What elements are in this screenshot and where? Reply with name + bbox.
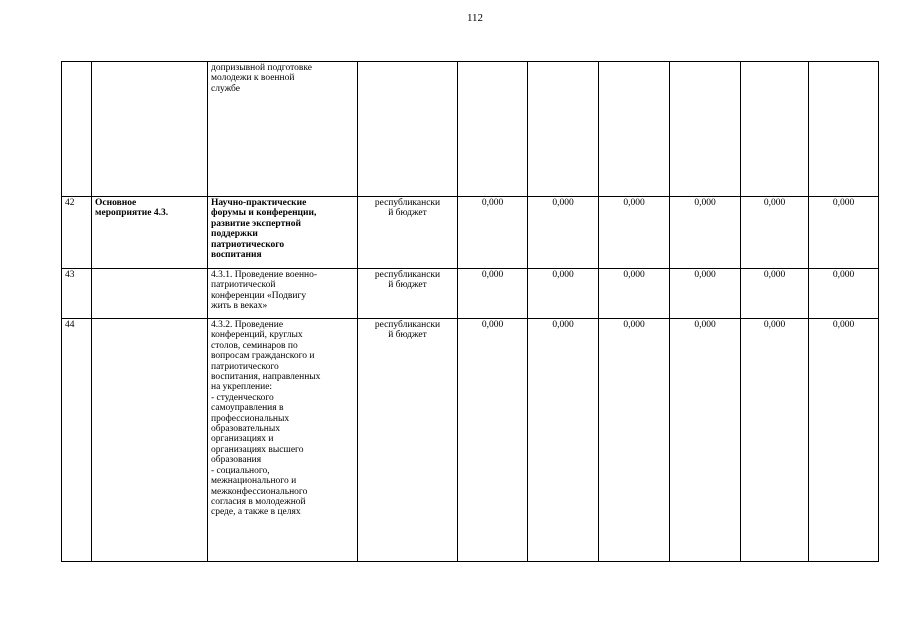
- funding-source: республикански й бюджет: [358, 319, 458, 562]
- event-name: [92, 62, 208, 197]
- event-description: Научно-практические форумы и конференции, развитие экспертной поддержки патриотического воспитания: [208, 197, 358, 269]
- value-cell: [670, 62, 741, 197]
- event-name: [92, 269, 208, 319]
- page-number: 112: [466, 12, 484, 24]
- value-cell: 0,000: [599, 269, 670, 319]
- table-row: [62, 269, 879, 319]
- row-number: [62, 62, 92, 197]
- value-cell: 0,000: [528, 319, 599, 562]
- value-cell: 0,000: [458, 319, 528, 562]
- row-number: 42: [62, 197, 92, 269]
- table-row: [62, 319, 879, 562]
- value-cell: 0,000: [528, 269, 599, 319]
- funding-source: республикански й бюджет: [358, 269, 458, 319]
- value-cell: 0,000: [670, 319, 741, 562]
- value-cell: 0,000: [599, 319, 670, 562]
- event-description: допризывной подготовке молодежи к военной службе: [208, 62, 358, 197]
- event-description: 4.3.1. Проведение военно- патриотической конференции «Подвигу жить в веках»: [208, 269, 358, 319]
- value-cell: 0,000: [528, 197, 599, 269]
- funding-source: республикански й бюджет: [358, 197, 458, 269]
- value-cell: [741, 62, 809, 197]
- value-cell: [458, 62, 528, 197]
- event-description: 4.3.2. Проведение конференций, круглых столов, семинаров по вопросам гражданского и патриотического воспитания, направленных на укрепление: - студенческого самоуправления в профессиональных образовательных организациях и организациях высшего образования - социального, межнационального и межконфессионального согласия в молодежной среде, а также в целях: [208, 319, 358, 562]
- row-number: 43: [62, 269, 92, 319]
- value-cell: [809, 62, 879, 197]
- funding-source: [358, 62, 458, 197]
- value-cell: 0,000: [670, 269, 741, 319]
- value-cell: [528, 62, 599, 197]
- value-cell: 0,000: [741, 269, 809, 319]
- value-cell: 0,000: [458, 197, 528, 269]
- value-cell: 0,000: [809, 197, 879, 269]
- program-table: [61, 61, 879, 562]
- table-row: [62, 62, 879, 197]
- value-cell: 0,000: [599, 197, 670, 269]
- value-cell: 0,000: [741, 319, 809, 562]
- value-cell: 0,000: [809, 319, 879, 562]
- row-number: 44: [62, 319, 92, 562]
- value-cell: 0,000: [670, 197, 741, 269]
- value-cell: 0,000: [741, 197, 809, 269]
- event-name: [92, 319, 208, 562]
- table-row: [62, 197, 879, 269]
- event-name: Основное мероприятие 4.3.: [92, 197, 208, 269]
- value-cell: 0,000: [809, 269, 879, 319]
- value-cell: 0,000: [458, 269, 528, 319]
- value-cell: [599, 62, 670, 197]
